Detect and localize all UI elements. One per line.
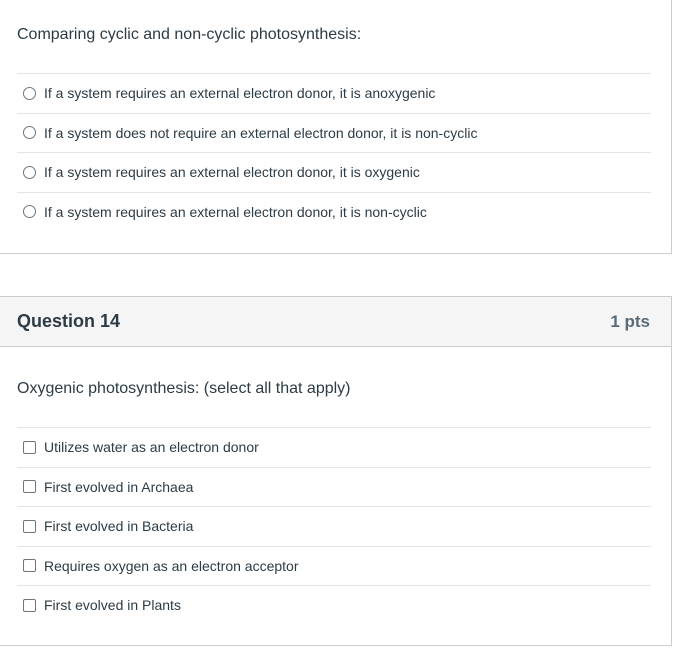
checkbox[interactable]: [23, 480, 36, 493]
checkbox[interactable]: [23, 520, 36, 533]
checkbox-option[interactable]: [17, 546, 651, 586]
radio-button[interactable]: [23, 166, 36, 179]
option-label[interactable]: If a system does not require an external electron donor, it is non-cyclic: [44, 124, 478, 141]
checkbox[interactable]: [23, 559, 36, 572]
option-label[interactable]: If a system requires an external electron donor, it is non-cyclic: [44, 203, 427, 220]
question-13-options: [17, 73, 651, 231]
radio-button[interactable]: [23, 205, 36, 218]
question-title: Question 14: [17, 311, 121, 331]
radio-option[interactable]: [17, 73, 651, 113]
option-label[interactable]: If a system requires an external electron donor, it is anoxygenic: [44, 85, 436, 102]
option-label[interactable]: First evolved in Archaea: [44, 478, 194, 495]
question-13-card: [0, 0, 672, 254]
option-label[interactable]: If a system requires an external electron donor, it is oxygenic: [44, 164, 420, 181]
checkbox-option[interactable]: [17, 506, 651, 546]
option-label[interactable]: First evolved in Bacteria: [44, 518, 194, 535]
radio-option[interactable]: [17, 113, 651, 153]
question-header: [0, 297, 671, 347]
option-label[interactable]: Utilizes water as an electron donor: [44, 439, 259, 456]
question-14-options: [17, 427, 651, 625]
question-13-prompt: Comparing cyclic and non-cyclic photosynthesis:: [17, 26, 362, 43]
checkbox-option[interactable]: [17, 467, 651, 507]
radio-option[interactable]: [17, 192, 651, 232]
question-14-prompt: Oxygenic photosynthesis: (select all that apply): [17, 380, 351, 397]
checkbox[interactable]: [23, 599, 36, 612]
checkbox[interactable]: [23, 441, 36, 454]
option-label[interactable]: First evolved in Plants: [44, 597, 181, 614]
checkbox-option[interactable]: [17, 585, 651, 625]
radio-button[interactable]: [23, 87, 36, 100]
question-14-card: [0, 296, 672, 646]
checkbox-option[interactable]: [17, 427, 651, 467]
radio-button[interactable]: [23, 126, 36, 139]
radio-option[interactable]: [17, 152, 651, 192]
question-points: 1 pts: [610, 312, 650, 331]
option-label[interactable]: Requires oxygen as an electron acceptor: [44, 557, 299, 574]
